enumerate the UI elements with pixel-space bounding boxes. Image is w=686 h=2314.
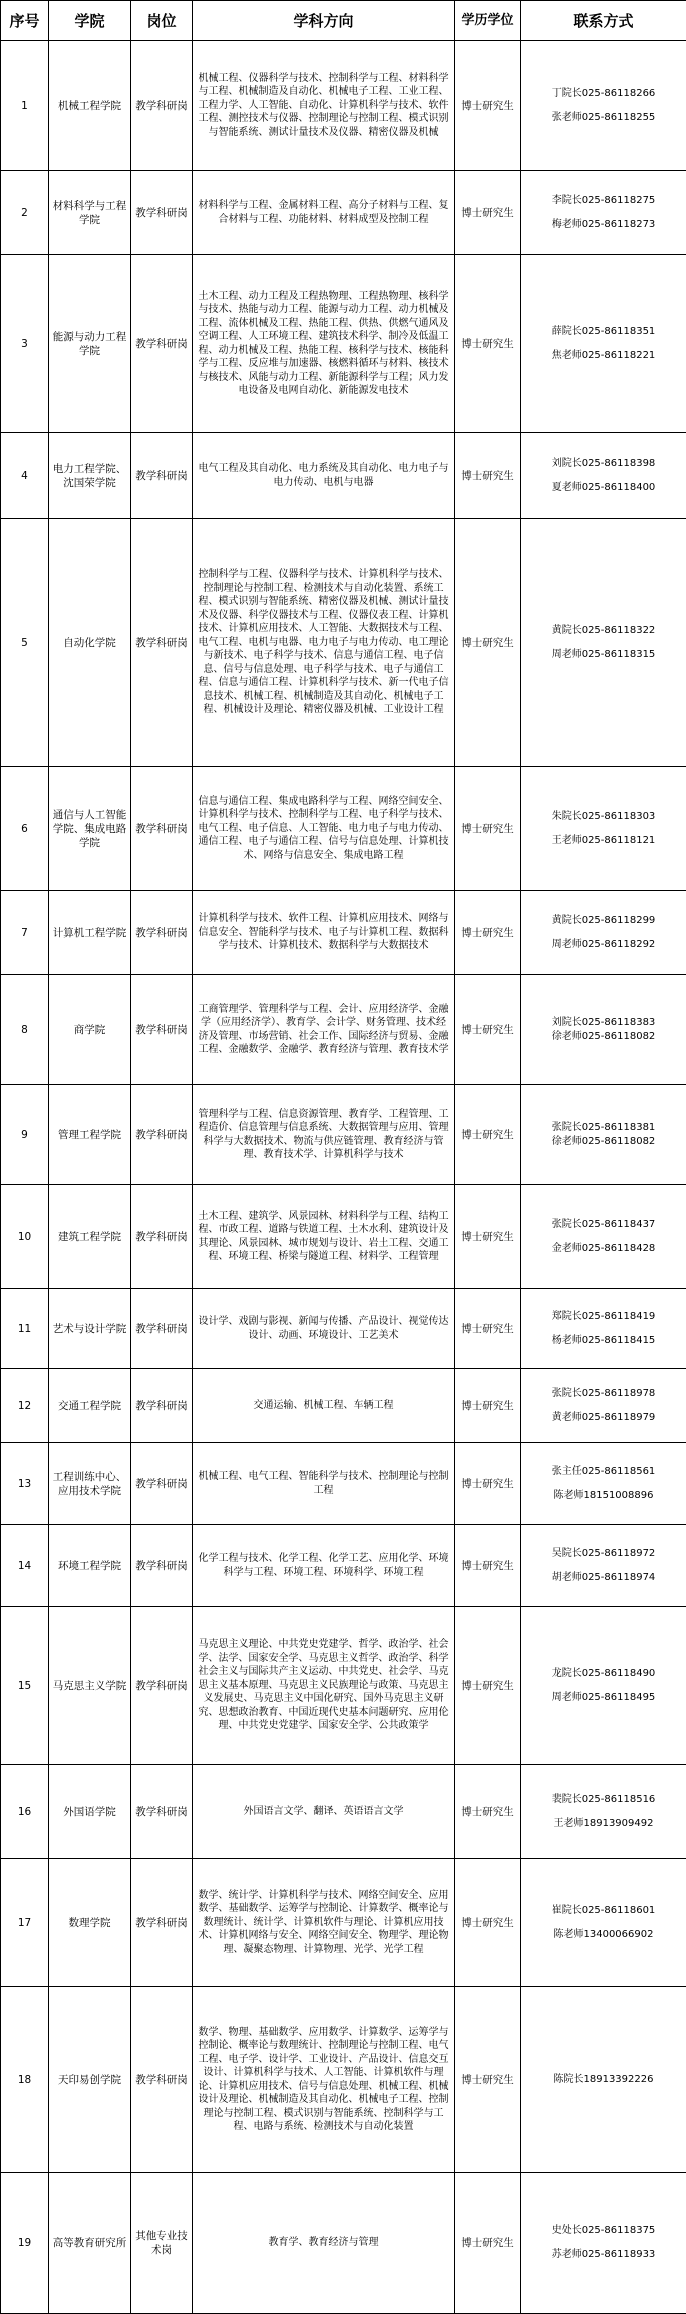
row-subject: 信息与通信工程、集成电路科学与工程、网络空间安全、计算机科学与技术、控制科学与工程、电子科学与技术、电气工程、电子信息、人工智能、电力电子与电力传动、通信工程、电子与通信工程、信号与信息处理、计算机技术、网络与信息安全、集成电路工程 [193,767,455,891]
contact-line: 杨老师025-86118415 [551,1334,656,1346]
row-degree: 博士研究生 [455,767,521,891]
row-degree: 博士研究生 [455,1443,521,1525]
row-college: 高等教育研究所 [49,2173,131,2314]
row-post: 教学科研岗 [131,1859,193,1987]
row-no: 14 [1,1525,49,1607]
row-college: 通信与人工智能学院、集成电路学院 [49,767,131,891]
row-post: 教学科研岗 [131,255,193,433]
row-no: 15 [1,1607,49,1765]
row-post: 教学科研岗 [131,1085,193,1185]
table-row [1,1525,686,1607]
contact-line: 李院长025-86118275 [551,194,656,206]
row-post: 教学科研岗 [131,519,193,767]
contact-line: 刘院长025-86118398 [551,457,656,469]
header-post: 岗位 [131,1,193,41]
row-degree: 博士研究生 [455,1765,521,1859]
row-college: 数理学院 [49,1859,131,1987]
row-college: 交通工程学院 [49,1369,131,1443]
contact-line: 裴院长025-86118516 [551,1793,656,1805]
row-degree: 博士研究生 [455,171,521,255]
table-row [1,1607,686,1765]
row-subject: 教育学、教育经济与管理 [193,2173,455,2314]
row-post: 教学科研岗 [131,1525,193,1607]
row-subject: 外国语言文学、翻译、英语语言文学 [193,1765,455,1859]
row-college: 工程训练中心、应用技术学院 [49,1443,131,1525]
row-subject: 管理科学与工程、信息资源管理、教育学、工程管理、工程造价、信息管理与信息系统、大数据管理与应用、管理科学与大数据技术、物流与供应链管理、教育经济与管理、教育技术学、计算机科学与技术 [193,1085,455,1185]
contact-line: 王老师18913909492 [553,1817,654,1829]
table-row [1,1765,686,1859]
row-post: 教学科研岗 [131,1607,193,1765]
row-college: 管理工程学院 [49,1085,131,1185]
row-degree: 博士研究生 [455,1525,521,1607]
row-no: 17 [1,1859,49,1987]
row-degree: 博士研究生 [455,1859,521,1987]
contact-line: 吴院长025-86118972 [551,1547,656,1559]
contact-line: 张院长025-86118381 [551,1121,656,1133]
row-contact [521,255,686,433]
row-no: 16 [1,1765,49,1859]
row-post: 教学科研岗 [131,975,193,1085]
contact-line: 夏老师025-86118400 [551,481,656,493]
row-post: 教学科研岗 [131,1185,193,1289]
row-no: 19 [1,2173,49,2314]
table-row [1,975,686,1085]
table-row [1,519,686,767]
contact-line: 苏老师025-86118933 [551,2249,656,2260]
row-contact [521,1859,686,1987]
row-degree: 博士研究生 [455,519,521,767]
row-no: 1 [1,41,49,171]
row-no: 12 [1,1369,49,1443]
row-degree: 博士研究生 [455,255,521,433]
row-subject: 机械工程、电气工程、智能科学与技术、控制理论与控制工程 [193,1443,455,1525]
row-contact [521,1185,686,1289]
table-row [1,1185,686,1289]
row-contact [521,2173,686,2314]
row-college: 天印易创学院 [49,1987,131,2173]
row-no: 8 [1,975,49,1085]
table-row [1,2173,686,2314]
contact-line: 张院长025-86118437 [551,1218,656,1230]
row-subject: 数学、物理、基础数学、应用数学、计算数学、运筹学与控制论、概率论与数理统计、控制理论与控制工程、电气工程、电子学、设计学、工业设计、产品设计、信息交互设计、计算机科学与技术、人工智能、计算机软件与理论、计算机应用技术、信号与信息处理、机械工程、机械设计及理论、机械制造及其自动化、机械电子工程、控制理论与控制工程、模式识别与智能系统、控制科学与工程、电路与系统、检测技术与自动化装置 [193,1987,455,2173]
row-contact [521,1987,686,2173]
row-post: 教学科研岗 [131,1765,193,1859]
row-subject: 电气工程及其自动化、电力系统及其自动化、电力电子与电力传动、电机与电器 [193,433,455,519]
contact-line: 张主任025-86118561 [551,1465,656,1477]
row-degree: 博士研究生 [455,1185,521,1289]
table-row [1,1369,686,1443]
row-post: 教学科研岗 [131,171,193,255]
header-college: 学院 [49,1,131,41]
contact-line: 龙院长025-86118490 [551,1667,656,1679]
row-no: 2 [1,171,49,255]
contact-line: 金老师025-86118428 [551,1242,656,1254]
contact-line: 黄院长025-86118299 [551,914,656,926]
contact-line: 丁院长025-86118266 [551,87,656,99]
row-degree: 博士研究生 [455,1607,521,1765]
contact-line: 周老师025-86118315 [551,648,656,660]
contact-line: 陈院长18913392226 [553,2073,654,2085]
table-header-row [1,1,686,41]
contact-line: 黄老师025-86118979 [551,1411,656,1423]
row-no: 11 [1,1289,49,1369]
row-contact [521,433,686,519]
row-post: 教学科研岗 [131,767,193,891]
row-no: 9 [1,1085,49,1185]
row-contact [521,171,686,255]
table-row [1,1443,686,1525]
row-contact [521,891,686,975]
row-college: 计算机工程学院 [49,891,131,975]
row-no: 6 [1,767,49,891]
row-college: 能源与动力工程学院 [49,255,131,433]
row-post: 教学科研岗 [131,891,193,975]
contact-line: 周老师025-86118495 [551,1691,656,1703]
contact-line: 梅老师025-86118273 [551,218,656,230]
row-subject: 控制科学与工程、仪器科学与技术、计算机科学与技术、控制理论与控制工程、检测技术与自动化装置、系统工程、模式识别与智能系统、精密仪器及机械、测试计量技术及仪器、科学仪器技术与工程、仪器仪表工程、计算机技术、计算机应用技术、人工智能、大数据技术与工程、电气工程、电机与电器、电力电子与电力传动、电工理论与新技术、电子科学与技术、信息与通信工程、电子信息、信号与信息处理、电子科学与技术、电子与通信工程、信息与通信工程、计算机科学与技术、新一代电子信息技术、机械工程、机械制造及其自动化、机械电子工程、机械设计及理论、精密仪器及机械、工业设计工程 [193,519,455,767]
row-college: 环境工程学院 [49,1525,131,1607]
row-post: 教学科研岗 [131,1289,193,1369]
row-post: 教学科研岗 [131,1369,193,1443]
row-contact [521,41,686,171]
contact-line: 刘院长025-86118383 [551,1016,656,1028]
row-no: 18 [1,1987,49,2173]
row-contact [521,767,686,891]
row-post: 教学科研岗 [131,433,193,519]
table-row [1,1085,686,1185]
contact-line: 崔院长025-86118601 [551,1904,656,1916]
table-row [1,1859,686,1987]
row-college: 外国语学院 [49,1765,131,1859]
table-row [1,891,686,975]
contact-line: 徐老师025-86118082 [551,1030,656,1042]
row-subject: 数学、统计学、计算机科学与技术、网络空间安全、应用数学、基础数学、运筹学与控制论、计算数学、概率论与数理统计、统计学、计算机软件与理论、计算机应用技术、计算机网络与安全、网络空间安全、物理学、理论物理、凝聚态物理、计算物理、光学、光学工程 [193,1859,455,1987]
row-subject: 土木工程、建筑学、风景园林、材料科学与工程、结构工程、市政工程、道路与铁道工程、土木水利、建筑设计及其理论、风景园林、城市规划与设计、岩土工程、交通工程、环境工程、桥梁与隧道工程、材料学、工程管理 [193,1185,455,1289]
contact-line: 朱院长025-86118303 [551,810,656,822]
row-contact [521,1443,686,1525]
row-subject: 计算机科学与技术、软件工程、计算机应用技术、网络与信息安全、智能科学与技术、电子与计算机工程、数据科学与技术、计算机技术、数据科学与大数据技术 [193,891,455,975]
row-subject: 交通运输、机械工程、车辆工程 [193,1369,455,1443]
row-subject: 马克思主义理论、中共党史党建学、哲学、政治学、社会学、法学、国家安全学、马克思主义哲学、政治学、科学社会主义与国际共产主义运动、中共党史、社会学、马克思主义基本原理、马克思主义民族理论与政策、马克思主义发展史、马克思主义中国化研究、国外马克思主义研究、思想政治教育、中国近现代史基本问题研究、应用伦理、中共党史党建学、国家安全学、公共政策学 [193,1607,455,1765]
row-post: 其他专业技术岗 [131,2173,193,2314]
contact-line: 陈老师18151008896 [553,1489,654,1501]
row-degree: 博士研究生 [455,2173,521,2314]
table-row [1,767,686,891]
row-post: 教学科研岗 [131,1443,193,1525]
row-contact [521,1525,686,1607]
contact-line: 徐老师025-86118082 [551,1135,656,1147]
row-college: 材料科学与工程学院 [49,171,131,255]
row-subject: 工商管理学、管理科学与工程、会计、应用经济学、金融学（应用经济学）、教育学、会计学、财务管理、技术经济及管理、市场营销、社会工作、国际经济与贸易、金融工程、金融数学、金融学、教育经济与管理、教育技术学 [193,975,455,1085]
contact-line: 黄院长025-86118322 [551,624,656,636]
row-post: 教学科研岗 [131,1987,193,2173]
table-row [1,41,686,171]
row-college: 商学院 [49,975,131,1085]
row-college: 自动化学院 [49,519,131,767]
header-degree: 学历学位 [455,1,521,41]
row-no: 13 [1,1443,49,1525]
row-post: 教学科研岗 [131,41,193,171]
row-degree: 博士研究生 [455,891,521,975]
row-college: 电力工程学院、沈国荣学院 [49,433,131,519]
table-row [1,1289,686,1369]
table-row [1,1987,686,2173]
contact-line: 胡老师025-86118974 [551,1571,656,1583]
table-row [1,433,686,519]
row-contact [521,1765,686,1859]
row-subject: 机械工程、仪器科学与技术、控制科学与工程、材料科学与工程、机械制造及自动化、机械电子工程、工业工程、工程力学、人工智能、自动化、计算机科学与技术、软件工程、测控技术与仪器、控制理论与控制工程、模式识别与智能系统、测试计量技术及仪器、精密仪器及机械 [193,41,455,171]
row-degree: 博士研究生 [455,1085,521,1185]
table-row [1,255,686,433]
contact-line: 史处长025-86118375 [551,2225,656,2236]
contact-line: 张老师025-86118255 [551,111,656,123]
header-contact: 联系方式 [521,1,686,41]
row-degree: 博士研究生 [455,1369,521,1443]
row-subject: 材料科学与工程、金属材料工程、高分子材料与工程、复合材料与工程、功能材料、材料成型及控制工程 [193,171,455,255]
row-degree: 博士研究生 [455,975,521,1085]
row-subject: 化学工程与技术、化学工程、化学工艺、应用化学、环境科学与工程、环境工程、环境科学、环境工程 [193,1525,455,1607]
row-degree: 博士研究生 [455,41,521,171]
header-no: 序号 [1,1,49,41]
contact-line: 张院长025-86118978 [551,1387,656,1399]
row-college: 建筑工程学院 [49,1185,131,1289]
row-subject: 设计学、戏剧与影视、新闻与传播、产品设计、视觉传达设计、动画、环境设计、工艺美术 [193,1289,455,1369]
row-degree: 博士研究生 [455,433,521,519]
row-no: 5 [1,519,49,767]
row-contact [521,1369,686,1443]
contact-line: 王老师025-86118121 [551,834,656,846]
row-subject: 土木工程、动力工程及工程热物理、工程热物理、核科学与技术、热能与动力工程、能源与动力工程、动力机械及工程、流体机械及工程、热能工程、供热、供燃气通风及空调工程、人工环境工程、建筑技术科学、制冷及低温工程、动力机械及工程、热能工程、核科学与技术、核能科学与工程、反应堆与加速器、核燃料循环与材料、核技术与核技术、风能与动力工程、新能源科学与工程；风力发电设备及电网自动化、新能源发电技术 [193,255,455,433]
row-degree: 博士研究生 [455,1987,521,2173]
contact-line: 郑院长025-86118419 [551,1310,656,1322]
row-college: 机械工程学院 [49,41,131,171]
row-contact [521,519,686,767]
row-degree: 博士研究生 [455,1289,521,1369]
row-contact [521,1085,686,1185]
row-contact [521,1607,686,1765]
contact-line: 薛院长025-86118351 [551,325,656,337]
row-contact [521,1289,686,1369]
row-no: 10 [1,1185,49,1289]
row-contact [521,975,686,1085]
row-no: 4 [1,433,49,519]
contact-line: 周老师025-86118292 [551,938,656,950]
row-no: 3 [1,255,49,433]
header-subject: 学科方向 [193,1,455,41]
row-college: 马克思主义学院 [49,1607,131,1765]
table-row [1,171,686,255]
contact-line: 焦老师025-86118221 [551,349,656,361]
contact-line: 陈老师13400066902 [553,1928,654,1940]
row-no: 7 [1,891,49,975]
row-college: 艺术与设计学院 [49,1289,131,1369]
